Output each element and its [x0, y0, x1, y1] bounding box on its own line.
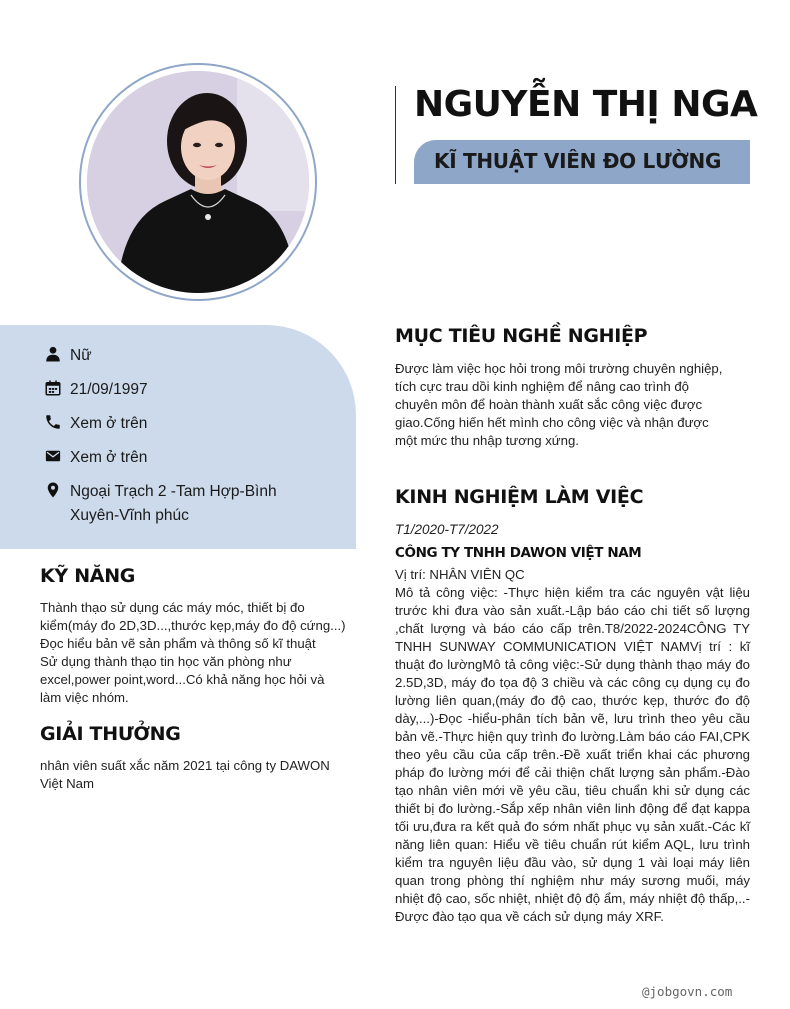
phone-value: Xem ở trên — [70, 415, 148, 432]
skills-line: làm việc nhóm. — [40, 690, 129, 705]
gender-value: Nữ — [70, 347, 92, 364]
awards-line: Việt Nam — [40, 776, 94, 791]
objective-line: một mức thu nhập tương xứng. — [395, 433, 579, 448]
objective-line: tích cực trau dồi kinh nghiệm để nâng cao trình độ — [395, 379, 690, 394]
profile-photo-illustration — [87, 71, 309, 293]
objective-heading: MỤC TIÊU NGHỀ NGHIỆP — [395, 325, 648, 347]
awards-line: nhân viên suất xắc năm 2021 tại công ty DAWON — [40, 758, 330, 773]
skills-heading: KỸ NĂNG — [40, 565, 136, 587]
birthdate-value: 21/09/1997 — [70, 381, 148, 398]
profile-photo — [87, 71, 309, 293]
objective-line: chuyên môn để hoàn thành xuất sắc công việc được — [395, 397, 703, 412]
address-line-2: Xuyên-Vĩnh phúc — [70, 507, 189, 524]
location-pin-icon — [44, 481, 62, 499]
person-icon — [44, 345, 62, 363]
watermark: @jobgovn.com — [642, 984, 733, 999]
email-value: Xem ở trên — [70, 449, 148, 466]
objective-text — [395, 360, 755, 450]
header-divider — [395, 86, 396, 184]
calendar-icon — [44, 379, 62, 397]
skills-line: kiểm(máy đo 2D,3D...,thước kẹp,máy đo độ cứng...) — [40, 618, 346, 633]
experience-position: Vị trí: NHÂN VIÊN QC — [395, 567, 525, 582]
objective-line: Được làm việc học hỏi trong môi trường chuyên nghiệp, — [395, 361, 723, 376]
skills-line: Đọc hiểu bản vẽ sản phẩm và thông số kĩ thuật — [40, 636, 316, 651]
address-line-1: Ngoại Trạch 2 -Tam Hợp-Bình — [70, 483, 277, 500]
candidate-name: NGUYỄN THỊ NGA — [414, 84, 758, 125]
skills-line: Sử dụng thành thạo tin học văn phòng như — [40, 654, 292, 669]
awards-heading: GIẢI THƯỞNG — [40, 723, 181, 745]
experience-period: T1/2020-T7/2022 — [395, 522, 499, 537]
mail-icon — [44, 447, 62, 465]
skills-line: excel,power point,word...Có khả năng học hỏi và — [40, 672, 325, 687]
experience-description: Mô tả công việc: -Thực hiện kiểm tra các nguyên vật liệu trước khi đưa vào sản xuất.-Lập báo cáo chi tiết số lượng ,chất lượng và báo cáo cấp trên.T8/2022-2024CÔNG TY TNHH SUNWAY COMMUNICATION VIỆT NAMVị trí : kĩ thuật đo lườngMô tả công việc:-Sử dụng thành thạo máy đo 2.5D,3D, máy đo tọa độ 3 chiều và các công cụ dụng cụ đo lường liên quan,(máy đo độ cao, thước kẹp, thước đo độ dày,...)-Đọc -hiểu-phân tích bản vẽ, lưu trình theo yêu cầu bản vẽ.-Thực hiện quy trình đo lường.Làm báo cáo FAI,CPK theo yêu cầu của cấp trên.-Đề xuất triển khai các phương pháp đo lường mới để cải thiện chất lượng sản phẩm.-Đào tạo nhân viên mới về yêu cầu, tiêu chuẩn khi sử dụng các thiết bị đo lường.-Sắp xếp nhân viên linh động để đạt kappa tối ưu,đưa ra kết quả đo sớm nhất phục vụ sản xuất.-Các kĩ năng liên quan: Hiểu về tiêu chuẩn rút kiểm AQL, lưu trình kiểm tra nguyên liệu đầu vào, sử dụng 1 vài loại máy liên quan trong phòng thí nghiệm như máy sương muối, máy nhiệt độ cao, sốc nhiệt, nhiệt độ độ ẩm, máy nhiệt độ thấp,..-Được đào tạo qua về cách sử dụng máy XRF. — [395, 585, 750, 924]
skills-line: Thành thạo sử dụng các máy móc, thiết bị đo — [40, 600, 305, 615]
experience-company: CÔNG TY TNHH DAWON VIỆT NAM — [395, 545, 642, 561]
skills-text — [40, 599, 370, 707]
experience-heading: KINH NGHIỆM LÀM VIỆC — [395, 486, 644, 508]
job-title: KĨ THUẬT VIÊN ĐO LƯỜNG — [434, 149, 722, 173]
phone-icon — [44, 413, 62, 431]
objective-line: giao.Cống hiến hết mình cho công việc và nhận được — [395, 415, 709, 430]
awards-text — [40, 757, 370, 793]
